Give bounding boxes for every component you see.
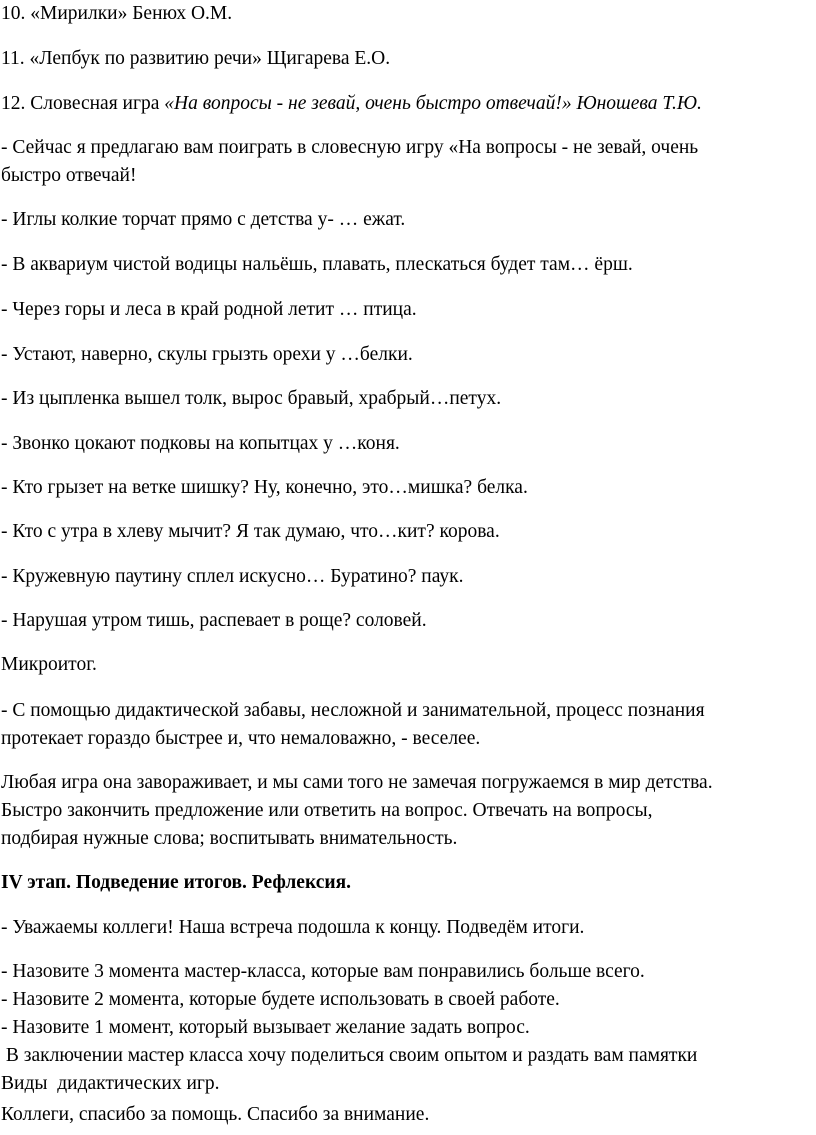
address-line: - Уважаемы коллеги! Наша встреча подошла к концу. Подведём итоги. [1, 917, 585, 938]
closing-line: Виды дидактических игр. [1, 1073, 220, 1094]
list-item-mirilki: 10. «Мирилки» Бенюх О.М. [1, 3, 233, 24]
riddle-line: - Через горы и леса в край родной летит … птица. [1, 299, 417, 320]
prompt-line: - Назовите 1 момент, который вызывает желание задать вопрос. [1, 1017, 530, 1038]
riddle-line: - Нарушая утром тишь, распевает в роще? соловей. [1, 610, 427, 631]
paragraph-line: Любая игра она завораживает, и мы сами того не замечая погружаемся в мир детства. [1, 772, 713, 793]
intro-line: - Сейчас я предлагаю вам поиграть в словесную игру «На вопросы - не зевай, очень [1, 137, 699, 158]
riddle-line: - Кто грызет на ветке шишку? Ну, конечно, это…мишка? белка. [1, 477, 528, 498]
word-game-title: «На вопросы - не зевай, очень быстро отвечай!» Юношева Т.Ю. [164, 93, 702, 114]
riddle-line: - Кружевную паутину сплел искусно… Буратино? паук. [1, 566, 464, 587]
prompt-line: - Назовите 2 момента, которые будете использовать в своей работе. [1, 989, 560, 1010]
intro-line: быстро отвечай! [1, 165, 137, 186]
summary-line: - С помощью дидактической забавы, несложной и занимательной, процесс познания [1, 700, 705, 721]
prompt-line: - Назовите 3 момента мастер-класса, которые вам понравились больше всего. [1, 961, 645, 982]
stage-heading: IV этап. Подведение итогов. Рефлексия. [1, 872, 352, 893]
list-item-lepbook: 11. «Лепбук по развитию речи» Щигарева Е.О. [1, 48, 391, 69]
riddle-line: - Иглы колкие торчат прямо с детства у- … ежат. [1, 209, 406, 230]
riddle-line: - Из цыпленка вышел толк, вырос бравый, храбрый…петух. [1, 388, 502, 409]
summary-line: протекает гораздо быстрее и, что немаловажно, - веселее. [1, 728, 481, 749]
word-game-prefix: 12. Словесная игра [1, 93, 165, 114]
microitog-heading: Микроитог. [1, 654, 97, 675]
list-item-word-game [1, 89, 813, 119]
riddle-line: - Звонко цокают подковы на копытцах у …коня. [1, 433, 400, 454]
riddle-line: - Устают, наверно, скулы грызть орехи у …белки. [1, 344, 413, 365]
thanks-line: Коллеги, спасибо за помощь. Спасибо за внимание. [1, 1104, 430, 1125]
riddle-line: - Кто с утра в хлеву мычит? Я так думаю, что…кит? корова. [1, 521, 500, 542]
closing-line: В заключении мастер класса хочу поделиться своим опытом и раздать вам памятки [1, 1045, 698, 1066]
paragraph-line: подбирая нужные слова; воспитывать внимательность. [1, 828, 458, 849]
riddle-line: - В аквариум чистой водицы нальёшь, плавать, плескаться будет там… ёрш. [1, 254, 633, 275]
paragraph-line: Быстро закончить предложение или ответить на вопрос. Отвечать на вопросы, [1, 800, 653, 821]
